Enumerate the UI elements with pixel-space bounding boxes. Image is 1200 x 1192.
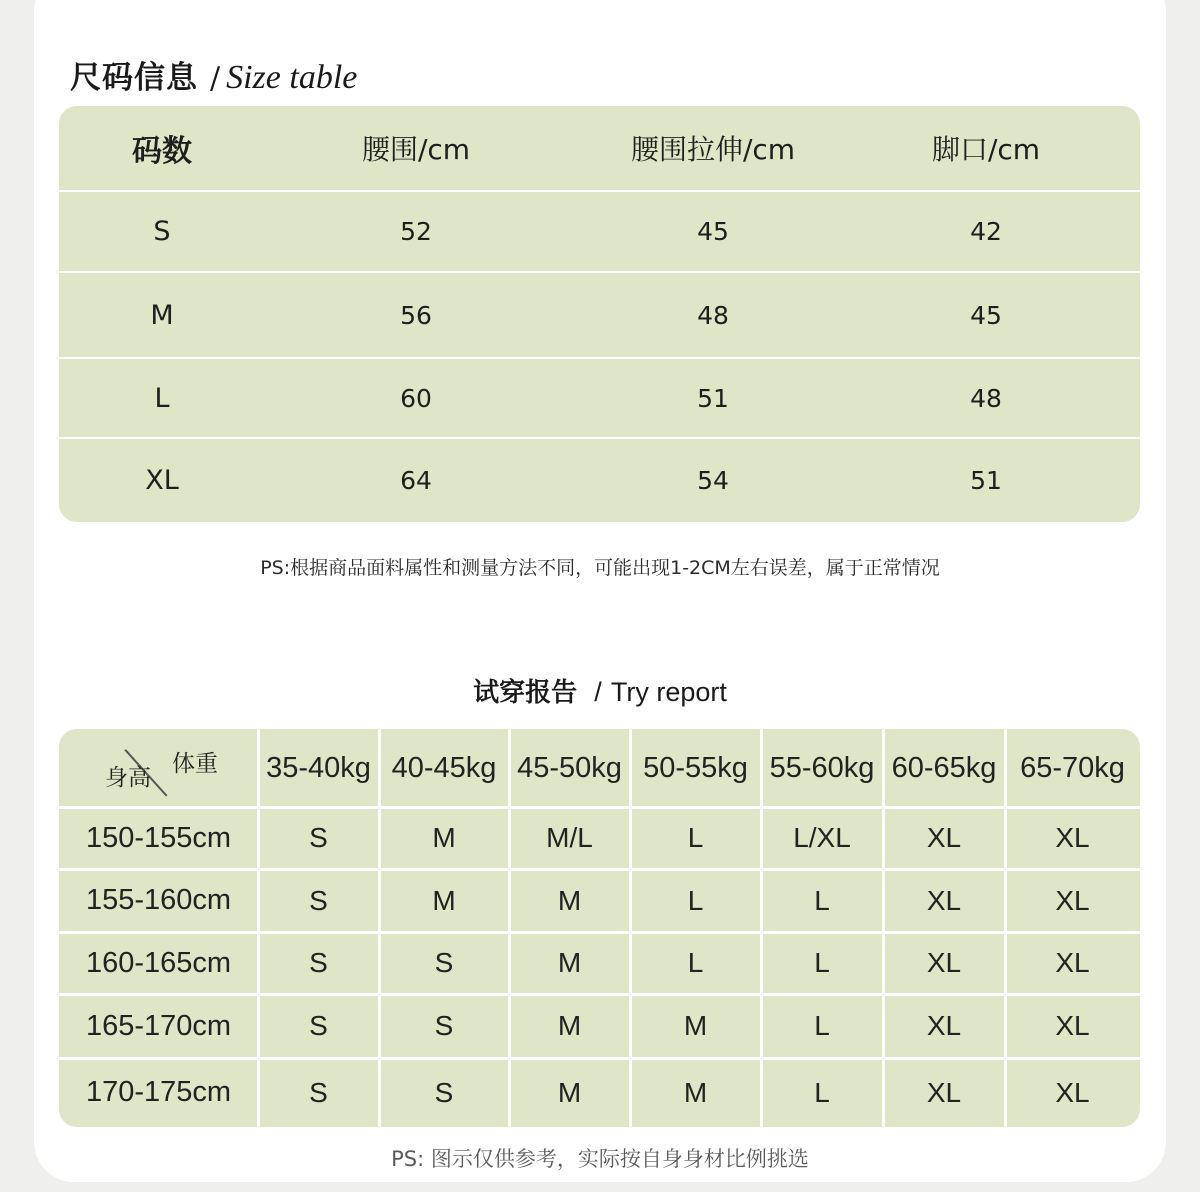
corner-weight-label: 体重 xyxy=(172,751,218,777)
try-report-table xyxy=(59,729,1140,1127)
size-title-zh: 尺码信息 xyxy=(70,60,198,96)
weight-range-header: 40-45kg xyxy=(391,751,497,784)
size-table-title xyxy=(70,52,357,96)
size-table-cell: L xyxy=(154,382,170,414)
recommended-size-cell: L xyxy=(814,1010,830,1041)
size-table-row xyxy=(59,192,1140,273)
size-table-cell: 60 xyxy=(400,383,432,413)
recommended-size-cell: M xyxy=(557,1010,582,1041)
size-table-cell: 51 xyxy=(697,383,729,413)
recommended-size-cell: XL xyxy=(926,1010,962,1041)
size-table-cell: M xyxy=(150,299,174,331)
recommended-size-cell: XL xyxy=(926,884,962,916)
recommended-size-cell: S xyxy=(309,1010,328,1041)
size-table-cell: XL xyxy=(145,465,179,496)
recommended-size-cell: S xyxy=(309,947,328,978)
size-table-header-cell: 码数 xyxy=(132,134,192,169)
recommended-size-cell: S xyxy=(434,1010,454,1041)
recommended-size-cell: S xyxy=(309,822,328,853)
size-title-separator: / xyxy=(210,61,221,96)
try-report-title xyxy=(0,672,1200,709)
height-range-label: 160-165cm xyxy=(85,946,232,979)
size-table-cell: 54 xyxy=(697,466,729,495)
size-table-cell: 56 xyxy=(400,300,432,330)
height-range-label: 155-160cm xyxy=(85,884,232,916)
size-table-cell: 64 xyxy=(400,466,432,495)
size-table-cell: 48 xyxy=(697,300,729,330)
recommended-size-cell: M xyxy=(557,947,582,978)
recommended-size-cell: XL xyxy=(926,1076,962,1108)
weight-range-header: 65-70kg xyxy=(1020,751,1125,784)
size-table-header-cell: 腰围/cm xyxy=(361,133,471,166)
size-table-cell: 45 xyxy=(697,217,729,246)
size-table-cell: 42 xyxy=(970,217,1002,246)
recommended-size-cell: M xyxy=(557,884,582,916)
recommended-size-cell: M xyxy=(683,1010,708,1041)
recommended-size-cell: L xyxy=(687,947,704,978)
size-table-header-cell: 脚口/cm xyxy=(931,133,1041,166)
try-title-separator: / xyxy=(594,677,602,707)
size-table-cell: 45 xyxy=(970,300,1002,330)
size-table-cell: S xyxy=(153,216,171,247)
try-title-zh: 试穿报告 xyxy=(473,678,578,708)
size-table xyxy=(59,106,1140,522)
size-table-cell: 51 xyxy=(970,466,1002,495)
corner-height-label: 身高 xyxy=(105,765,151,791)
weight-range-header: 60-65kg xyxy=(891,751,997,784)
recommended-size-cell: M xyxy=(432,884,456,916)
recommended-size-cell: XL xyxy=(1055,1076,1090,1108)
recommended-size-cell: S xyxy=(309,1076,328,1108)
recommended-size-cell: S xyxy=(434,1076,454,1108)
size-title-en: Size table xyxy=(226,59,358,96)
size-table-row xyxy=(59,359,1140,439)
recommended-size-cell: M xyxy=(557,1076,582,1108)
recommended-size-cell: L xyxy=(687,884,704,916)
size-table-cell: 48 xyxy=(970,383,1002,413)
height-range-label: 165-170cm xyxy=(85,1009,232,1042)
try-note: PS: 图示仅供参考，实际按自身身材比例挑选 xyxy=(391,1147,809,1171)
recommended-size-cell: M xyxy=(683,1076,708,1108)
size-table-header-cell: 腰围拉伸/cm xyxy=(630,133,796,166)
height-range-label: 150-155cm xyxy=(85,821,232,854)
height-range-label: 170-175cm xyxy=(85,1076,232,1108)
size-note: PS:根据商品面料属性和测量方法不同，可能出现1-2CM左右误差，属于正常情况 xyxy=(260,557,940,579)
recommended-size-cell: XL xyxy=(1055,947,1090,978)
recommended-size-cell: S xyxy=(434,947,454,978)
recommended-size-cell: M xyxy=(432,822,456,853)
size-table-header-row xyxy=(59,106,1140,192)
recommended-size-cell: L xyxy=(687,822,704,853)
recommended-size-cell: L xyxy=(814,884,830,916)
recommended-size-cell: XL xyxy=(926,947,962,978)
recommended-size-cell: L/XL xyxy=(793,822,851,853)
recommended-size-cell: XL xyxy=(1055,884,1090,916)
recommended-size-cell: XL xyxy=(1055,822,1090,853)
recommended-size-cell: L xyxy=(814,1076,830,1108)
recommended-size-cell: L xyxy=(814,947,830,978)
recommended-size-cell: XL xyxy=(926,822,962,853)
recommended-size-cell: XL xyxy=(1055,1010,1090,1041)
weight-range-header: 45-50kg xyxy=(517,751,622,784)
recommended-size-cell: S xyxy=(309,884,328,916)
recommended-size-cell: M/L xyxy=(546,822,593,853)
weight-range-header: 50-55kg xyxy=(643,751,748,784)
size-table-cell: 52 xyxy=(400,217,432,246)
try-title-en: Try report xyxy=(610,677,727,707)
weight-range-header: 55-60kg xyxy=(769,751,875,784)
size-table-row xyxy=(59,439,1140,522)
size-table-row xyxy=(59,273,1140,359)
weight-range-header: 35-40kg xyxy=(266,751,371,784)
